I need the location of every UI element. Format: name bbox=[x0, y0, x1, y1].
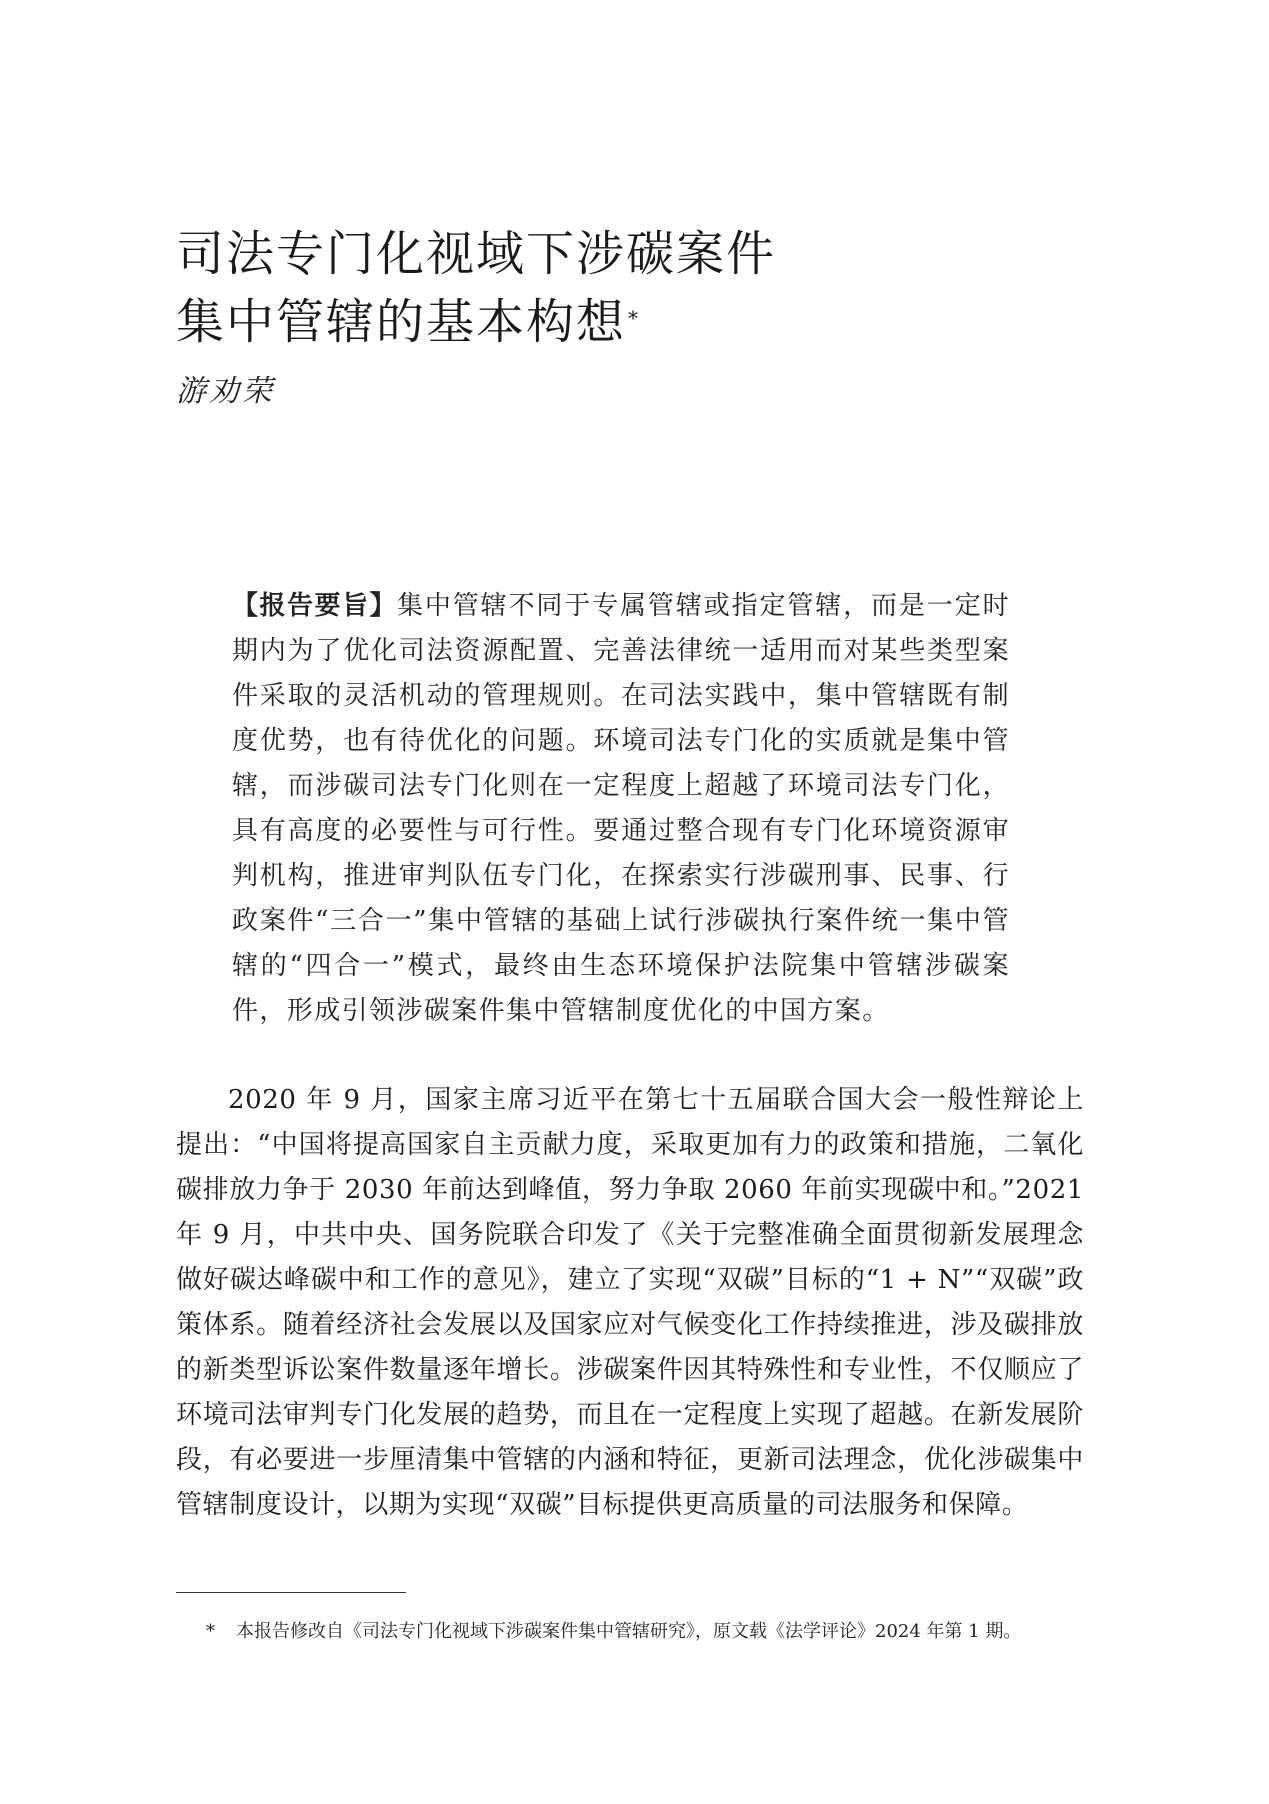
title-line-2-text: 集中管辖的基本构想 bbox=[176, 294, 627, 350]
author-name: 游劝荣 bbox=[176, 374, 275, 409]
abstract-block bbox=[232, 584, 1010, 1034]
footnote-text: 本报告修改自《司法专门化视域下涉碳案件集中管辖研究》，原文载《法学评论》2024 年第 1 期。 bbox=[236, 1621, 1022, 1642]
article-title bbox=[176, 220, 1056, 356]
title-line-1: 司法专门化视域下涉碳案件 bbox=[176, 226, 777, 282]
footnote bbox=[206, 1618, 1086, 1646]
abstract-text: 集中管辖不同于专属管辖或指定管辖，而是一定时期内为了优化司法资源配置、完善法律统一适用而对某些类型案件采取的灵活机动的管理规则。在司法实践中，集中管辖既有制度优势，也有待优化的问题。环境司法专门化的实质就是集中管辖，而涉碳司法专门化则在一定程度上超越了环境司法专门化，具有高度的必要性与可行性。要通过整合现有专门化环境资源审判机构，推进审判队伍专门化，在探索实行涉碳刑事、民事、行政案件“三合一”集中管辖的基础上试行涉碳执行案件统一集中管辖的“四合一”模式，最终由生态环境保护法院集中管辖涉碳案件，形成引领涉碳案件集中管辖制度优化的中国方案。 bbox=[232, 591, 1010, 1026]
footnote-divider bbox=[176, 1592, 406, 1593]
body-paragraph: 2020 年 9 月，国家主席习近平在第七十五届联合国大会一般性辩论上提出：“中国将提高国家自主贡献力度，采取更加有力的政策和措施，二氧化碳排放力争于 2030 年前达到峰值，努力争取 2060 年前实现碳中和。”2021 年 9 月，中共中央、国务院联合印发了《关于完整准确全面贯彻新发展理念做好碳达峰碳中和工作的意见》，建立了实现“双碳”目标的“1 + N”“双碳”政策体系。随着经济社会发展以及国家应对气候变化工作持续推进，涉及碳排放的新类型诉讼案件数量逐年增长。涉碳案件因其特殊性和专业性，不仅顺应了环境司法审判专门化发展的趋势，而且在一定程度上实现了超越。在新发展阶段，有必要进一步厘清集中管辖的内涵和特征，更新司法理念，优化涉碳集中管辖制度设计，以期为实现“双碳”目标提供更高质量的司法服务和保障。 bbox=[176, 1085, 1084, 1520]
footnote-mark: * bbox=[206, 1621, 215, 1642]
abstract-label: 【报告要旨】 bbox=[232, 591, 397, 621]
title-footnote-mark: * bbox=[628, 306, 641, 330]
title-line-2 bbox=[176, 288, 1056, 356]
